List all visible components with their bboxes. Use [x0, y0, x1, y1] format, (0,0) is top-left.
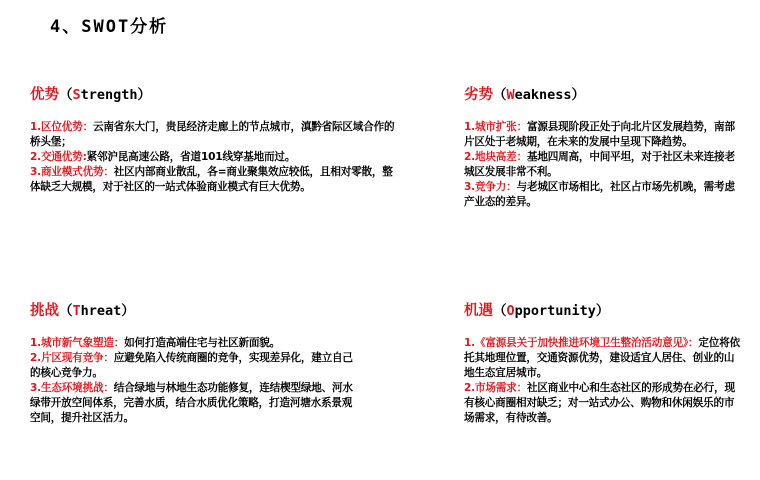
- threat-item: [30, 381, 360, 426]
- weakness-initial: W: [506, 87, 515, 103]
- strength-item-text: 云南省东大门，贵昆经济走廊上的节点城市，滇黔省际区域合作的桥头堡；: [30, 121, 395, 148]
- strength-open-paren: （: [59, 87, 73, 103]
- opportunity-initial: O: [506, 303, 515, 319]
- strength-item-label: 3.商业模式优势：: [30, 166, 114, 178]
- strength-item: [30, 150, 400, 165]
- page-title: 4、SWOT分析: [50, 17, 169, 37]
- strength-close-paren: ）: [137, 87, 152, 103]
- threat-item-label: 1.城市新气象塑造：: [30, 337, 125, 349]
- opportunity-heading: [464, 302, 740, 320]
- strength-item-text: 社区内部商业散乱，各=商业聚集效应较低，且相对零散，整体缺乏大规模，对于社区的一站式体验商业模式有巨大优势。: [30, 166, 393, 193]
- opportunity-item-label: 2.市场需求：: [464, 382, 527, 394]
- strength-section: [30, 86, 400, 195]
- opportunity-list: [464, 336, 740, 426]
- opportunity-rest: pportunity: [514, 303, 596, 319]
- weakness-item-label: 1.城市扩张：: [464, 121, 527, 133]
- weakness-list: [464, 120, 740, 210]
- strength-item: [30, 120, 400, 150]
- opportunity-item: [464, 336, 740, 381]
- opportunity-close-paren: ）: [595, 303, 610, 319]
- threat-close-paren: ）: [121, 303, 135, 319]
- threat-list: [30, 336, 360, 426]
- threat-rest: hreat: [80, 303, 122, 319]
- weakness-rest: eakness: [514, 87, 572, 103]
- strength-heading: [30, 86, 400, 104]
- threat-item: [30, 351, 360, 381]
- strength-rest: trength: [80, 87, 138, 103]
- threat-item-label: 3.生态环境挑战：: [30, 382, 114, 394]
- weakness-item: [464, 180, 740, 210]
- weakness-item-label: 3.竞争力：: [464, 181, 517, 193]
- weakness-open-paren: （: [493, 87, 507, 103]
- opportunity-item-label: 1.《富源县关于加快推进环境卫生整治活动意见》：: [464, 337, 699, 349]
- weakness-item-text: 基地四周高，中间平坦，对于社区未来连接老城区发展非常不利。: [464, 151, 735, 178]
- weakness-item-label: 2.地块高差：: [464, 151, 527, 163]
- weakness-item: [464, 120, 740, 150]
- threat-item-text: 如何打造高端住宅与社区新面貌。: [124, 337, 281, 349]
- weakness-item: [464, 150, 740, 180]
- strength-list: [30, 120, 400, 195]
- opportunity-item-text: 社区商业中心和生态社区的形成势在必行，现有核心商圈相对缺乏；对一站式办公、购物和休闲娱乐的市场需求，有待改善。: [464, 382, 735, 424]
- threat-item-text: 应避免陷入传统商圈的竞争，实现差异化，建立自己的核心竞争力。: [30, 352, 353, 379]
- weakness-item-text: 富源县现阶段正处于向北片区发展趋势，南部片区处于老城期，在未来的发展中呈现下降趋势。: [464, 121, 735, 148]
- opportunity-item-text: 定位将依托其地理位置，交通资源优势，建设适宜人居住、创业的山地生态宜居城市。: [464, 337, 740, 379]
- threat-open-paren: （: [59, 303, 73, 319]
- threat-item: [30, 336, 360, 351]
- weakness-item-text: 与老城区市场相比，社区占市场先机晚，需考虑产业态的差异。: [464, 181, 735, 208]
- weakness-section: [464, 86, 740, 210]
- weakness-heading: [464, 86, 740, 104]
- opportunity-section: [464, 302, 740, 426]
- threat-heading: [30, 302, 360, 320]
- strength-initial: S: [72, 87, 81, 103]
- threat-initial: T: [72, 303, 81, 319]
- strength-item-label: 1.区位优势：: [30, 121, 93, 133]
- strength-item: [30, 165, 400, 195]
- threat-item-label: 2.片区现有竞争：: [30, 352, 114, 364]
- weakness-name: 劣势: [464, 86, 493, 103]
- threat-item-text: 结合绿地与林地生态功能修复，连结楔型绿地、河水绿带开放空间体系，完善水质，结合水质优化策略，打造河塘水系景观空间，提升社区活力。: [30, 382, 353, 424]
- strength-item-text: 紧邻沪昆高速公路，省道101线穿基地而过。: [86, 151, 296, 163]
- strength-item-label: 2.交通优势:: [30, 151, 87, 163]
- weakness-close-paren: ）: [571, 87, 586, 103]
- strength-name: 优势: [30, 86, 59, 103]
- threat-name: 挑战: [30, 302, 59, 319]
- threat-section: [30, 302, 360, 426]
- opportunity-item: [464, 381, 740, 426]
- opportunity-name: 机遇: [464, 302, 493, 319]
- opportunity-open-paren: （: [493, 303, 507, 319]
